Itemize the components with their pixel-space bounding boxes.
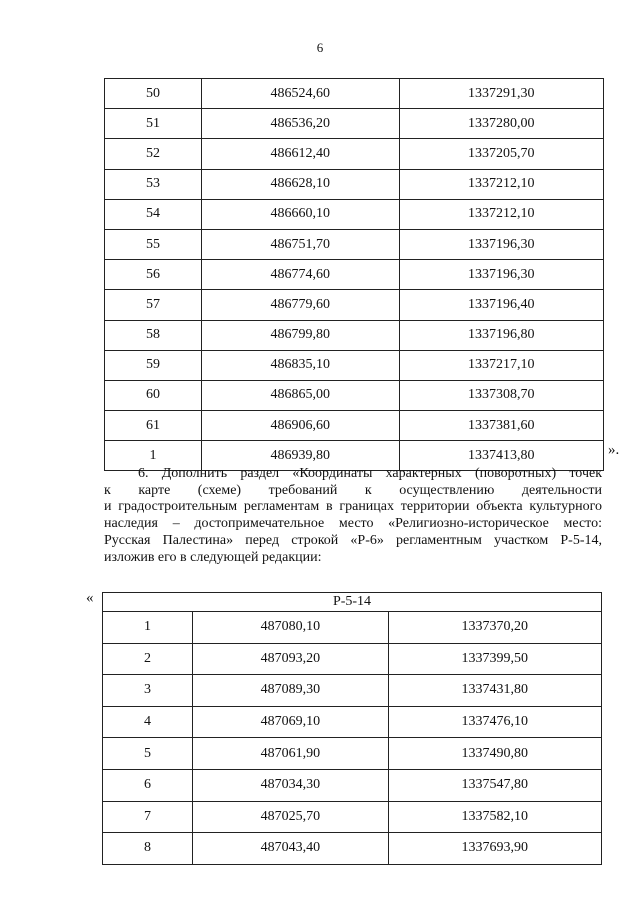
y-coordinate-cell: 1337381,60 xyxy=(399,411,603,441)
x-coordinate-cell: 487080,10 xyxy=(193,612,389,644)
x-coordinate-cell: 486906,60 xyxy=(202,411,399,441)
table-row xyxy=(105,229,604,259)
x-coordinate-cell: 487089,30 xyxy=(193,675,389,707)
paragraph-line: 6. Дополнить раздел «Координаты характерных (поворотных) точек xyxy=(138,466,602,481)
table-row xyxy=(103,706,602,738)
y-coordinate-cell: 1337291,30 xyxy=(399,79,603,109)
table-row xyxy=(105,350,604,380)
table-row xyxy=(105,411,604,441)
x-coordinate-cell: 487061,90 xyxy=(193,738,389,770)
x-coordinate-cell: 486865,00 xyxy=(202,380,399,410)
point-number-cell: 57 xyxy=(105,290,202,320)
x-coordinate-cell: 486524,60 xyxy=(202,79,399,109)
x-coordinate-cell: 487069,10 xyxy=(193,706,389,738)
y-coordinate-cell: 1337476,10 xyxy=(388,706,601,738)
table-row xyxy=(105,320,604,350)
point-number-cell: 3 xyxy=(103,675,193,707)
y-coordinate-cell: 1337582,10 xyxy=(388,801,601,833)
y-coordinate-cell: 1337693,90 xyxy=(388,833,601,865)
table-row xyxy=(103,738,602,770)
point-number-cell: 1 xyxy=(105,441,202,471)
paragraph-line: наследия – достопримечательное место «Религиозно-историческое место: xyxy=(104,516,602,532)
y-coordinate-cell: 1337196,30 xyxy=(399,260,603,290)
y-coordinate-cell: 1337490,80 xyxy=(388,738,601,770)
table-row xyxy=(105,380,604,410)
x-coordinate-cell: 487025,70 xyxy=(193,801,389,833)
y-coordinate-cell: 1337196,40 xyxy=(399,290,603,320)
point-number-cell: 53 xyxy=(105,169,202,199)
x-coordinate-cell: 486774,60 xyxy=(202,260,399,290)
point-number-cell: 2 xyxy=(103,643,193,675)
x-coordinate-cell: 486536,20 xyxy=(202,109,399,139)
x-coordinate-cell: 487043,40 xyxy=(193,833,389,865)
table-row xyxy=(103,675,602,707)
y-coordinate-cell: 1337196,30 xyxy=(399,229,603,259)
y-coordinate-cell: 1337217,10 xyxy=(399,350,603,380)
table-row xyxy=(105,139,604,169)
x-coordinate-cell: 486612,40 xyxy=(202,139,399,169)
table-header-row xyxy=(103,593,602,612)
paragraph-line: к карте (схеме) требований к осуществлению деятельности xyxy=(104,482,602,498)
table-row xyxy=(105,290,604,320)
table-row xyxy=(105,199,604,229)
point-number-cell: 51 xyxy=(105,109,202,139)
x-coordinate-cell: 486628,10 xyxy=(202,169,399,199)
closing-quote: ». xyxy=(608,442,620,458)
table-row xyxy=(103,801,602,833)
table-row xyxy=(103,833,602,865)
y-coordinate-cell: 1337547,80 xyxy=(388,769,601,801)
x-coordinate-cell: 486779,60 xyxy=(202,290,399,320)
point-number-cell: 61 xyxy=(105,411,202,441)
x-coordinate-cell: 487093,20 xyxy=(193,643,389,675)
section-header-cell: Р-5-14 xyxy=(103,593,602,612)
point-number-cell: 5 xyxy=(103,738,193,770)
x-coordinate-cell: 486799,80 xyxy=(202,320,399,350)
point-number-cell: 4 xyxy=(103,706,193,738)
table-row xyxy=(105,169,604,199)
table-row xyxy=(103,643,602,675)
paragraph-line: Русская Палестина» перед строкой «Р-6» регламентным участком Р-5-14, xyxy=(104,532,602,548)
point-number-cell: 6 xyxy=(103,769,193,801)
coordinates-table-continued xyxy=(104,78,604,471)
x-coordinate-cell: 486751,70 xyxy=(202,229,399,259)
y-coordinate-cell: 1337280,00 xyxy=(399,109,603,139)
y-coordinate-cell: 1337212,10 xyxy=(399,199,603,229)
table-row xyxy=(103,769,602,801)
point-number-cell: 8 xyxy=(103,833,193,865)
table-row xyxy=(105,79,604,109)
y-coordinate-cell: 1337399,50 xyxy=(388,643,601,675)
x-coordinate-cell: 486660,10 xyxy=(202,199,399,229)
point-number-cell: 7 xyxy=(103,801,193,833)
point-number-cell: 1 xyxy=(103,612,193,644)
point-number-cell: 58 xyxy=(105,320,202,350)
y-coordinate-cell: 1337212,10 xyxy=(399,169,603,199)
point-number-cell: 60 xyxy=(105,380,202,410)
paragraph-line: изложив его в следующей редакции: xyxy=(104,549,322,565)
x-coordinate-cell: 486835,10 xyxy=(202,350,399,380)
coordinates-table-p-5-14 xyxy=(102,592,602,865)
point-number-cell: 50 xyxy=(105,79,202,109)
point-number-cell: 52 xyxy=(105,139,202,169)
y-coordinate-cell: 1337431,80 xyxy=(388,675,601,707)
y-coordinate-cell: 1337308,70 xyxy=(399,380,603,410)
point-number-cell: 59 xyxy=(105,350,202,380)
x-coordinate-cell: 487034,30 xyxy=(193,769,389,801)
y-coordinate-cell: 1337205,70 xyxy=(399,139,603,169)
page-number: 6 xyxy=(316,40,324,55)
y-coordinate-cell: 1337196,80 xyxy=(399,320,603,350)
table-row xyxy=(105,109,604,139)
amendment-paragraph xyxy=(104,466,602,566)
table-row xyxy=(103,612,602,644)
opening-quote: « xyxy=(86,590,94,606)
paragraph-line: и градостроительным регламентам в границах территории объекта культурного xyxy=(104,499,602,515)
point-number-cell: 54 xyxy=(105,199,202,229)
y-coordinate-cell: 1337413,80 xyxy=(399,441,603,471)
x-coordinate-cell: 486939,80 xyxy=(202,441,399,471)
table-row xyxy=(105,260,604,290)
y-coordinate-cell: 1337370,20 xyxy=(388,612,601,644)
point-number-cell: 55 xyxy=(105,229,202,259)
point-number-cell: 56 xyxy=(105,260,202,290)
